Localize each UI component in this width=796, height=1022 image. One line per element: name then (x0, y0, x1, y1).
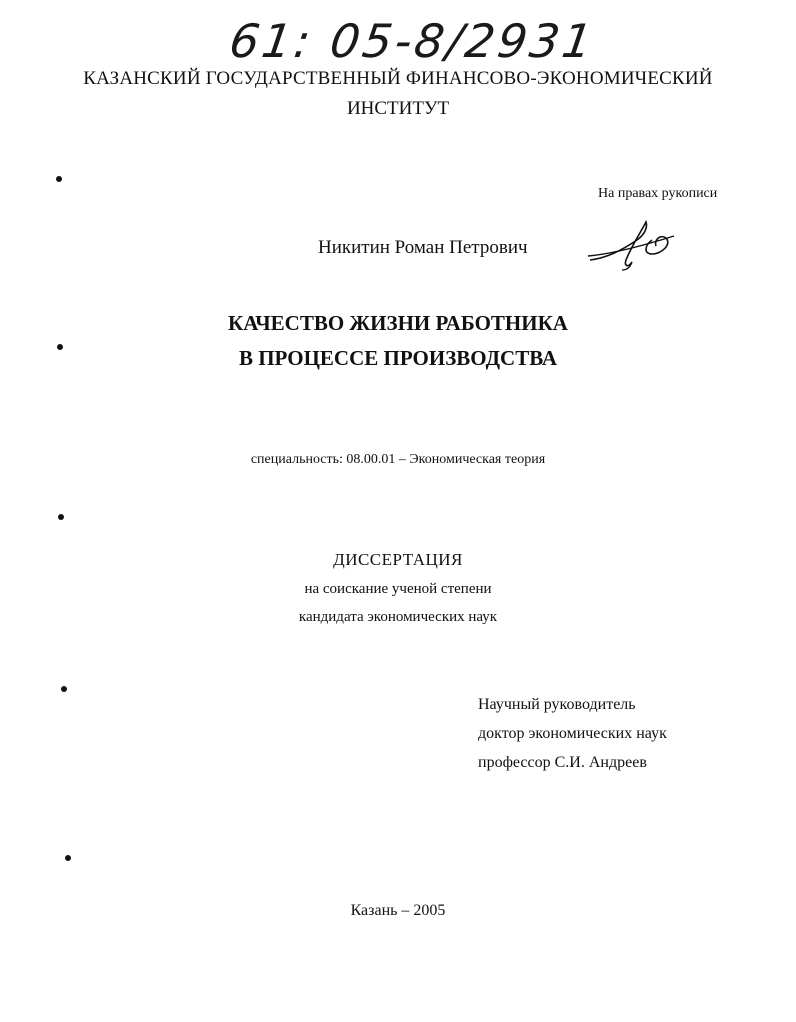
archive-stamp: 61: 05-8/2931 (226, 14, 599, 68)
rights-note: На правах рукописи (598, 186, 718, 201)
binding-hole-mark (57, 344, 63, 350)
binding-hole-mark (56, 176, 62, 182)
supervisor-role: Научный руководитель (478, 696, 636, 713)
degree-line2: кандидата экономических наук (298, 609, 498, 625)
binding-hole-mark (65, 855, 71, 861)
document-type: ДИССЕРТАЦИЯ (333, 550, 463, 569)
author-name: Никитин Роман Петрович (318, 237, 528, 258)
specialty: специальность: 08.00.01 – Экономическая теория (250, 452, 546, 467)
supervisor-degree: доктор экономических наук (478, 725, 667, 742)
signature (582, 210, 682, 272)
thesis-title-line2: В ПРОЦЕССЕ ПРОИЗВОДСТВА (238, 346, 558, 370)
binding-hole-mark (58, 514, 64, 520)
degree-line1: на соискание ученой степени (304, 581, 492, 597)
city-year: Казань – 2005 (350, 902, 446, 919)
binding-hole-mark (61, 686, 67, 692)
supervisor-name: профессор С.И. Андреев (478, 754, 647, 771)
institute-name: КАЗАНСКИЙ ГОСУДАРСТВЕННЫЙ ФИНАНСОВО-ЭКОНОМИЧЕСКИЙ (83, 68, 713, 89)
institute-name-line2: ИНСТИТУТ (346, 98, 450, 119)
thesis-title-line1: КАЧЕСТВО ЖИЗНИ РАБОТНИКА (228, 311, 568, 335)
